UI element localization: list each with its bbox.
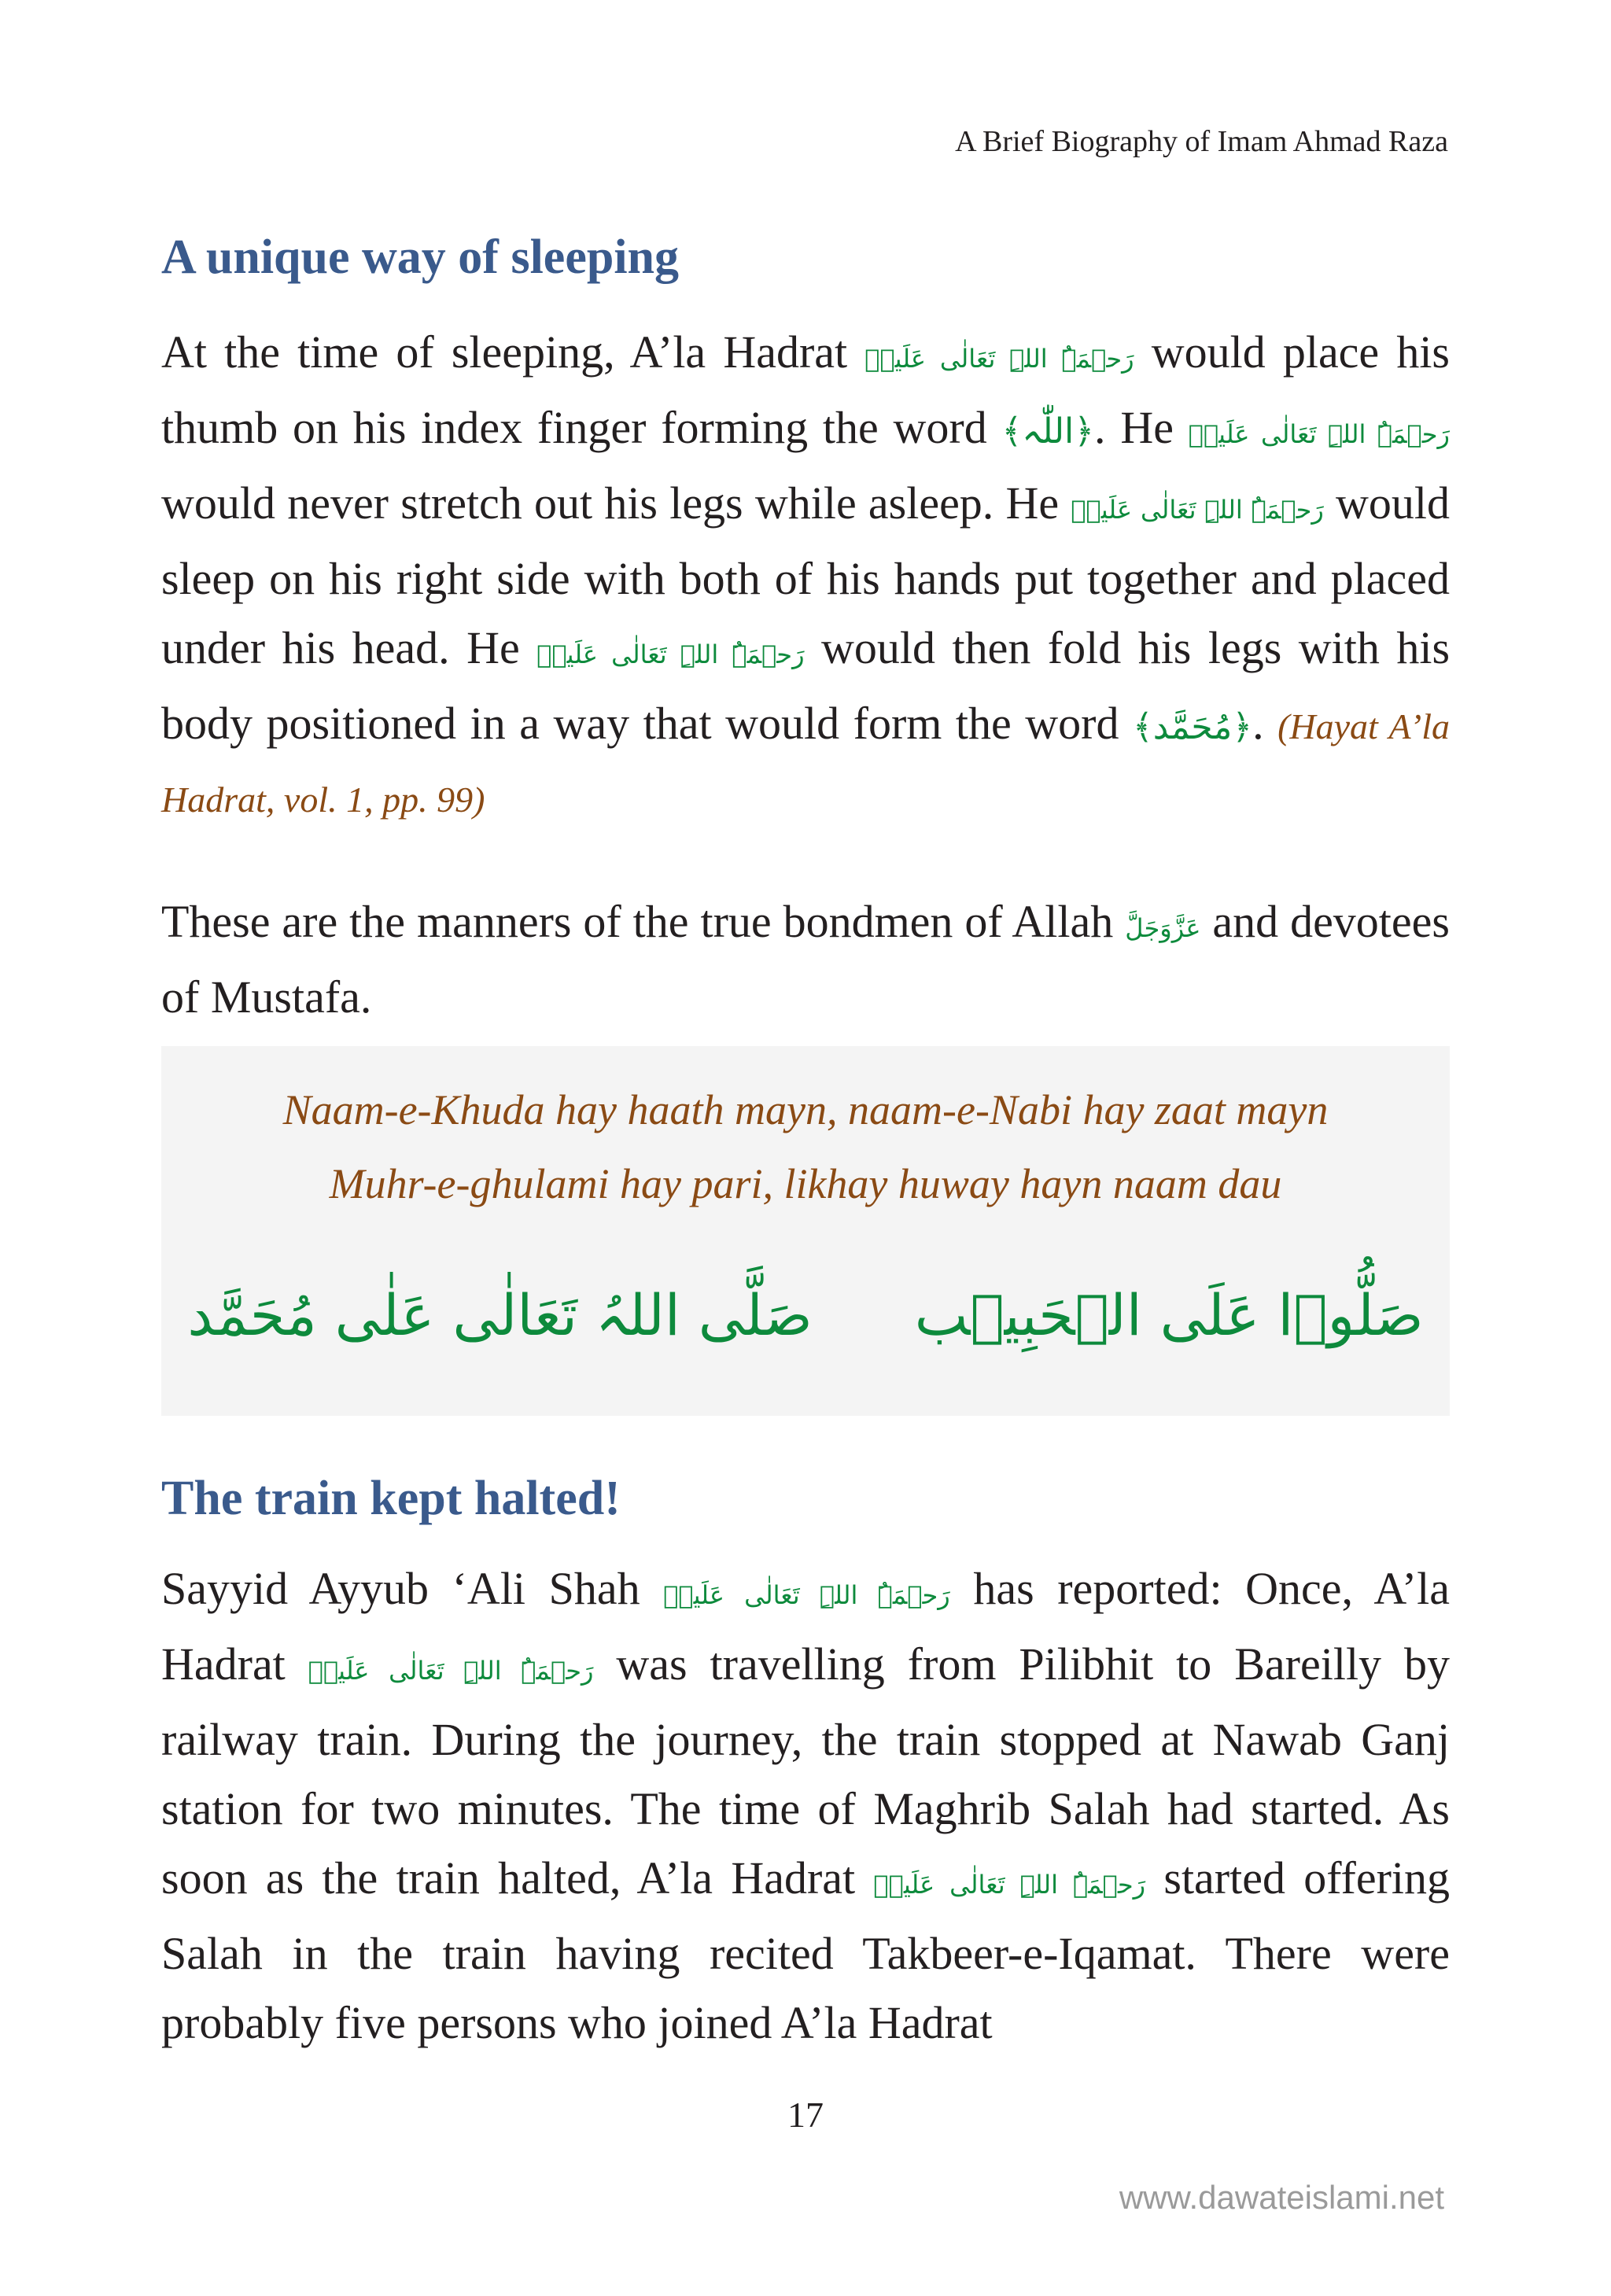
website-watermark: www.dawateislami.net	[1119, 2179, 1444, 2216]
salawat-right: صَلُّوۡا عَلَی الۡحَبِیۡب	[914, 1282, 1424, 1348]
section-heading-sleeping: A unique way of sleeping	[161, 230, 680, 284]
arabic-honorific: رَحۡمَۃُ اللہِ تَعَالٰی عَلَیۡہ	[1071, 495, 1324, 525]
verse-box	[161, 1046, 1450, 1416]
arabic-word-muhammad: ﴿مُحَمَّد﴾	[1133, 707, 1253, 747]
paragraph-train	[161, 1554, 1450, 2058]
paragraph-text: At the time of sleeping, A’la Hadrat	[161, 326, 865, 378]
paragraph-text: would place his thumb on his index finger forming the word	[161, 326, 1450, 453]
running-header: A Brief Biography of Imam Ahmad Raza	[955, 125, 1448, 158]
arabic-honorific: رَحۡمَۃُ اللہِ تَعَالٰی عَلَیۡہ	[864, 344, 1134, 374]
paragraph-text: These are the manners of the true bondmen of Allah	[161, 896, 1126, 947]
section-heading-train: The train kept halted!	[161, 1472, 621, 1525]
paragraph-text: started offering Salah in the train having recited Takbeer-e-Iqamat. There were probably five persons who joined A’la Hadrat	[161, 1852, 1450, 2048]
paragraph-manners	[161, 887, 1450, 1032]
arabic-honorific: رَحۡمَۃُ اللہِ تَعَالٰی عَلَیۡہ	[536, 639, 805, 669]
arabic-word-allah: ﴿اللّٰہ﴾	[1001, 411, 1095, 451]
paragraph-text: was travelling from Pilibhit to Bareilly by railway train. During the journey, the train stopped at Nawab Ganj station for two minutes. The time of Maghrib Salah had started. As soon as the train halted, A’la Hadrat	[161, 1638, 1450, 1904]
paragraph-text: would then fold his legs with his body positioned in a way that would form the word	[161, 622, 1451, 749]
salawat-line	[161, 1282, 1450, 1348]
arabic-honorific: رَحۡمَۃُ اللہِ تَعَالٰی عَلَیۡہ	[1188, 419, 1450, 449]
paragraph-text: and devotees of Mustafa.	[161, 896, 1450, 1023]
paragraph-text: would never stretch out his legs while asleep. He	[161, 477, 1071, 529]
arabic-honorific: رَحۡمَۃُ اللہِ تَعَالٰی عَلَیۡہ	[663, 1580, 950, 1610]
paragraph-text: would sleep on his right side with both of his hands put together and placed under his head. He	[161, 477, 1451, 673]
arabic-honorific: عَزَّوَجَلَّ	[1125, 913, 1201, 943]
paragraph-text: Sayyid Ayyub ‘Ali Shah	[161, 1563, 664, 1614]
reference-citation: (Hayat A’la Hadrat, vol. 1, pp. 99)	[161, 706, 1450, 820]
salawat-left: صَلَّی اللہُ تَعَالٰی عَلٰی مُحَمَّد	[187, 1282, 813, 1348]
page-number: 17	[787, 2095, 824, 2135]
paragraph-sleeping	[161, 318, 1450, 835]
paragraph-text: .	[1252, 698, 1278, 749]
paragraph-text: has reported: Once, A’la Hadrat	[161, 1563, 1451, 1690]
arabic-honorific: رَحۡمَۃُ اللہِ تَعَالٰی عَلَیۡہ	[873, 1870, 1146, 1900]
paragraph-text: . He	[1094, 402, 1189, 453]
verse-line-1: Naam-e-Khuda hay haath mayn, naam-e-Nabi hay zaat mayn	[282, 1086, 1329, 1133]
arabic-honorific: رَحۡمَۃُ اللہِ تَعَالٰی عَلَیۡہ	[308, 1656, 594, 1686]
verse-line-2: Muhr-e-ghulami hay pari, likhay huway hayn naam dau	[329, 1160, 1282, 1207]
